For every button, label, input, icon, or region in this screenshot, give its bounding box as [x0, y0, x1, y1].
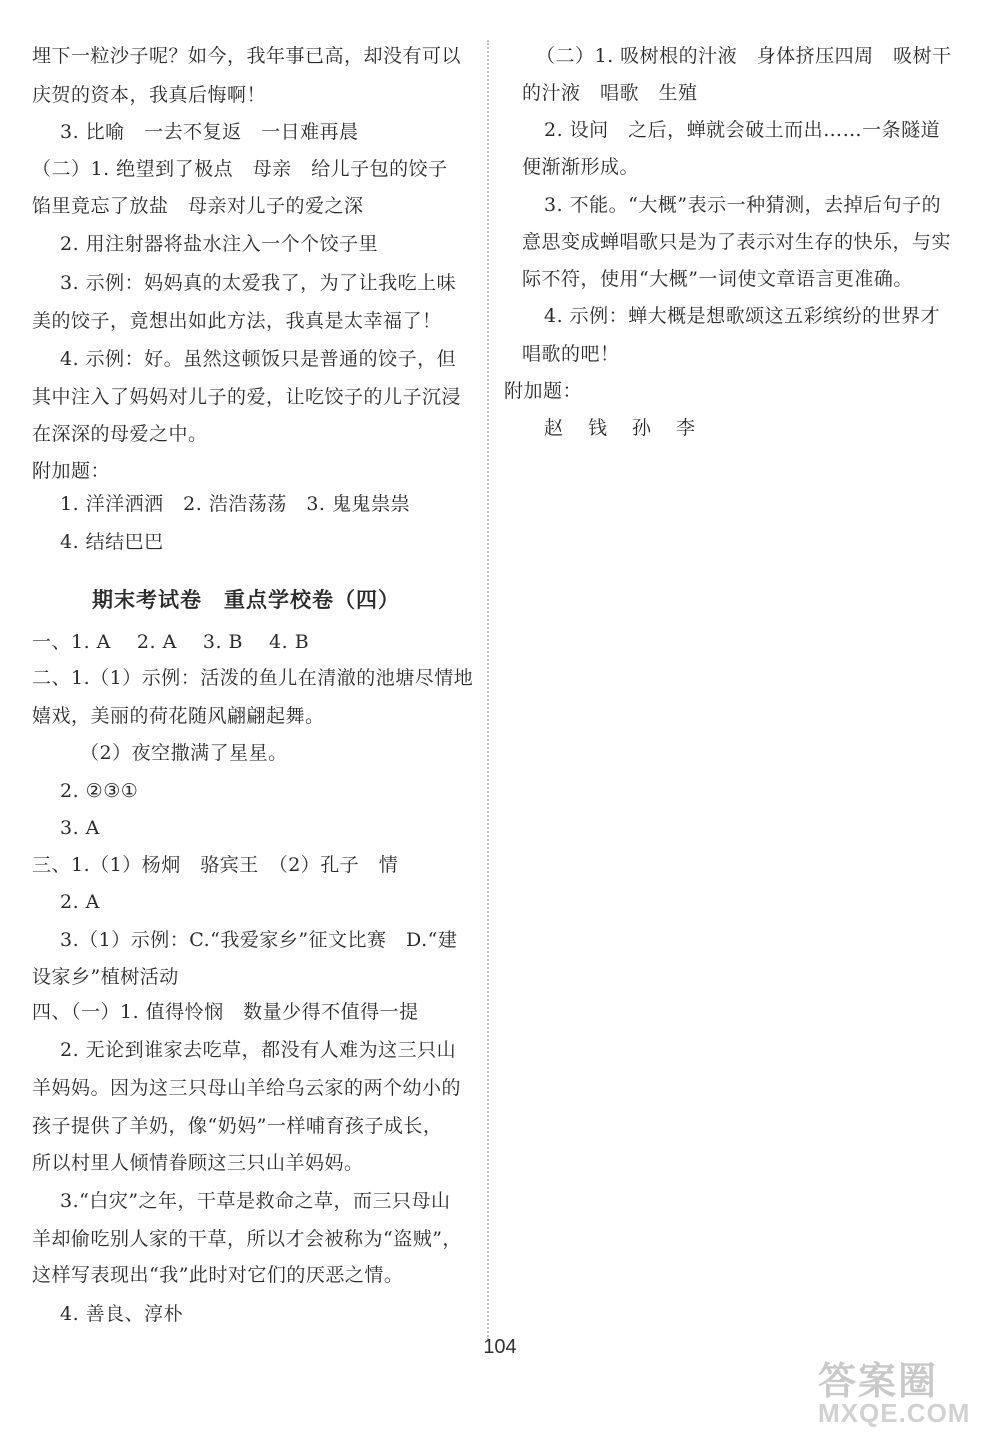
text-line: 4. 善良、淳朴 [60, 1303, 184, 1325]
text-line: 羊妈妈。因为这三只母山羊给乌云家的两个幼小的 [32, 1077, 462, 1099]
watermark-text: 答案圈 [818, 1359, 939, 1403]
text-line: 意思变成蝉唱歌只是为了表示对生存的快乐，与实 [522, 231, 952, 253]
text-line: 3. 比喻 一去不复返 一日难再晨 [60, 121, 359, 143]
text-line: 埋下一粒沙子呢？如今，我年事已高，却没有可以 [32, 45, 462, 67]
text-line: 3. 示例：妈妈真的太爱我了，为了让我吃上味 [60, 272, 457, 294]
text-line: 设家乡”植树活动 [32, 966, 179, 988]
text-line: 所以村里人倾情眷顾这三只山羊妈妈。 [32, 1152, 364, 1174]
watermark-logo [818, 1350, 993, 1430]
text-line: 唱歌的吧！ [522, 343, 620, 365]
text-line: 4. 示例：好。虽然这顿饭只是普通的饺子，但 [60, 348, 457, 370]
text-line: 在深深的母爱之中。 [32, 423, 208, 445]
text-line: 二、1.（1）示例：活泼的鱼儿在清澈的池塘尽情地 [32, 667, 474, 689]
watermark-url: MXQE.COM [818, 1398, 971, 1428]
text-line: 其中注入了妈妈对儿子的爱，让吃饺子的儿子沉浸 [32, 386, 462, 408]
text-line: 3. A [60, 817, 100, 839]
text-line: 三、1.（1）杨炯 骆宾王 （2）孔子 情 [32, 854, 399, 876]
text-line: 附加题： [32, 460, 111, 482]
text-line: 的汁液 唱歌 生殖 [522, 82, 698, 104]
text-line: 4. 示例：蝉大概是想歌颂这五彩缤纷的世界才 [544, 305, 941, 327]
text-line: 附加题： [504, 380, 583, 402]
text-line: 羊却偷吃别人家的干草，所以才会被称为“盗贼”， [32, 1228, 462, 1250]
text-line: 1. 洋洋洒洒 2. 浩浩荡荡 3. 鬼鬼祟祟 [60, 493, 411, 515]
text-line: （二）1. 绝望到了极点 母亲 给儿子包的饺子 [32, 158, 448, 180]
text-line: （2）夜空撒满了星星。 [80, 742, 288, 764]
text-line: 庆贺的资本，我真后悔啊！ [32, 84, 267, 106]
text-line: 2. ②③① [60, 780, 139, 802]
text-line: （二）1. 吸树根的汁液 身体挤压四周 吸树干 [536, 45, 952, 67]
text-line: 2. 设问 之后，蝉就会破土而出……一条隧道 [544, 119, 941, 141]
text-line: 2. 用注射器将盐水注入一个个饺子里 [60, 233, 379, 255]
text-line: 3.（1）示例：C.“我爱家乡”征文比赛 D.“建 [60, 929, 458, 951]
text-line: 赵 钱 孙 李 [544, 417, 699, 439]
text-line: 3.“白灾”之年，干草是救命之草，而三只母山 [60, 1190, 451, 1212]
text-line: 2. 无论到谁家去吃草，都没有人难为这三只山 [60, 1039, 457, 1061]
text-line: 际不符，使用“大概”一词使文章语言更准确。 [522, 268, 913, 290]
text-line: 美的饺子，竟想出如此方法，我真是太幸福了！ [32, 310, 442, 332]
text-line: 便渐渐形成。 [522, 156, 640, 178]
page-number: 104 [483, 1336, 517, 1358]
text-line: 这样写表现出“我”此时对它们的厌恶之情。 [32, 1264, 404, 1286]
text-line: 一、1. A 2. A 3. B 4. B [32, 631, 310, 653]
section-title: 期末考试卷 重点学校卷（四） [92, 588, 400, 612]
text-line: 4. 结结巴巴 [60, 531, 164, 553]
text-line: 3. 不能。“大概”表示一种猜测，去掉后句子的 [544, 194, 942, 216]
column-divider [487, 40, 489, 1340]
text-line: 馅里竟忘了放盐 母亲对儿子的爱之深 [32, 195, 364, 217]
text-line: 孩子提供了羊奶，像“奶妈”一样哺育孩子成长， [32, 1115, 443, 1137]
text-line: 2. A [60, 891, 100, 913]
text-line: 嬉戏，美丽的荷花随风翩翩起舞。 [32, 705, 325, 727]
text-line: 四、（一）1. 值得怜悯 数量少得不值得一提 [32, 1001, 419, 1023]
